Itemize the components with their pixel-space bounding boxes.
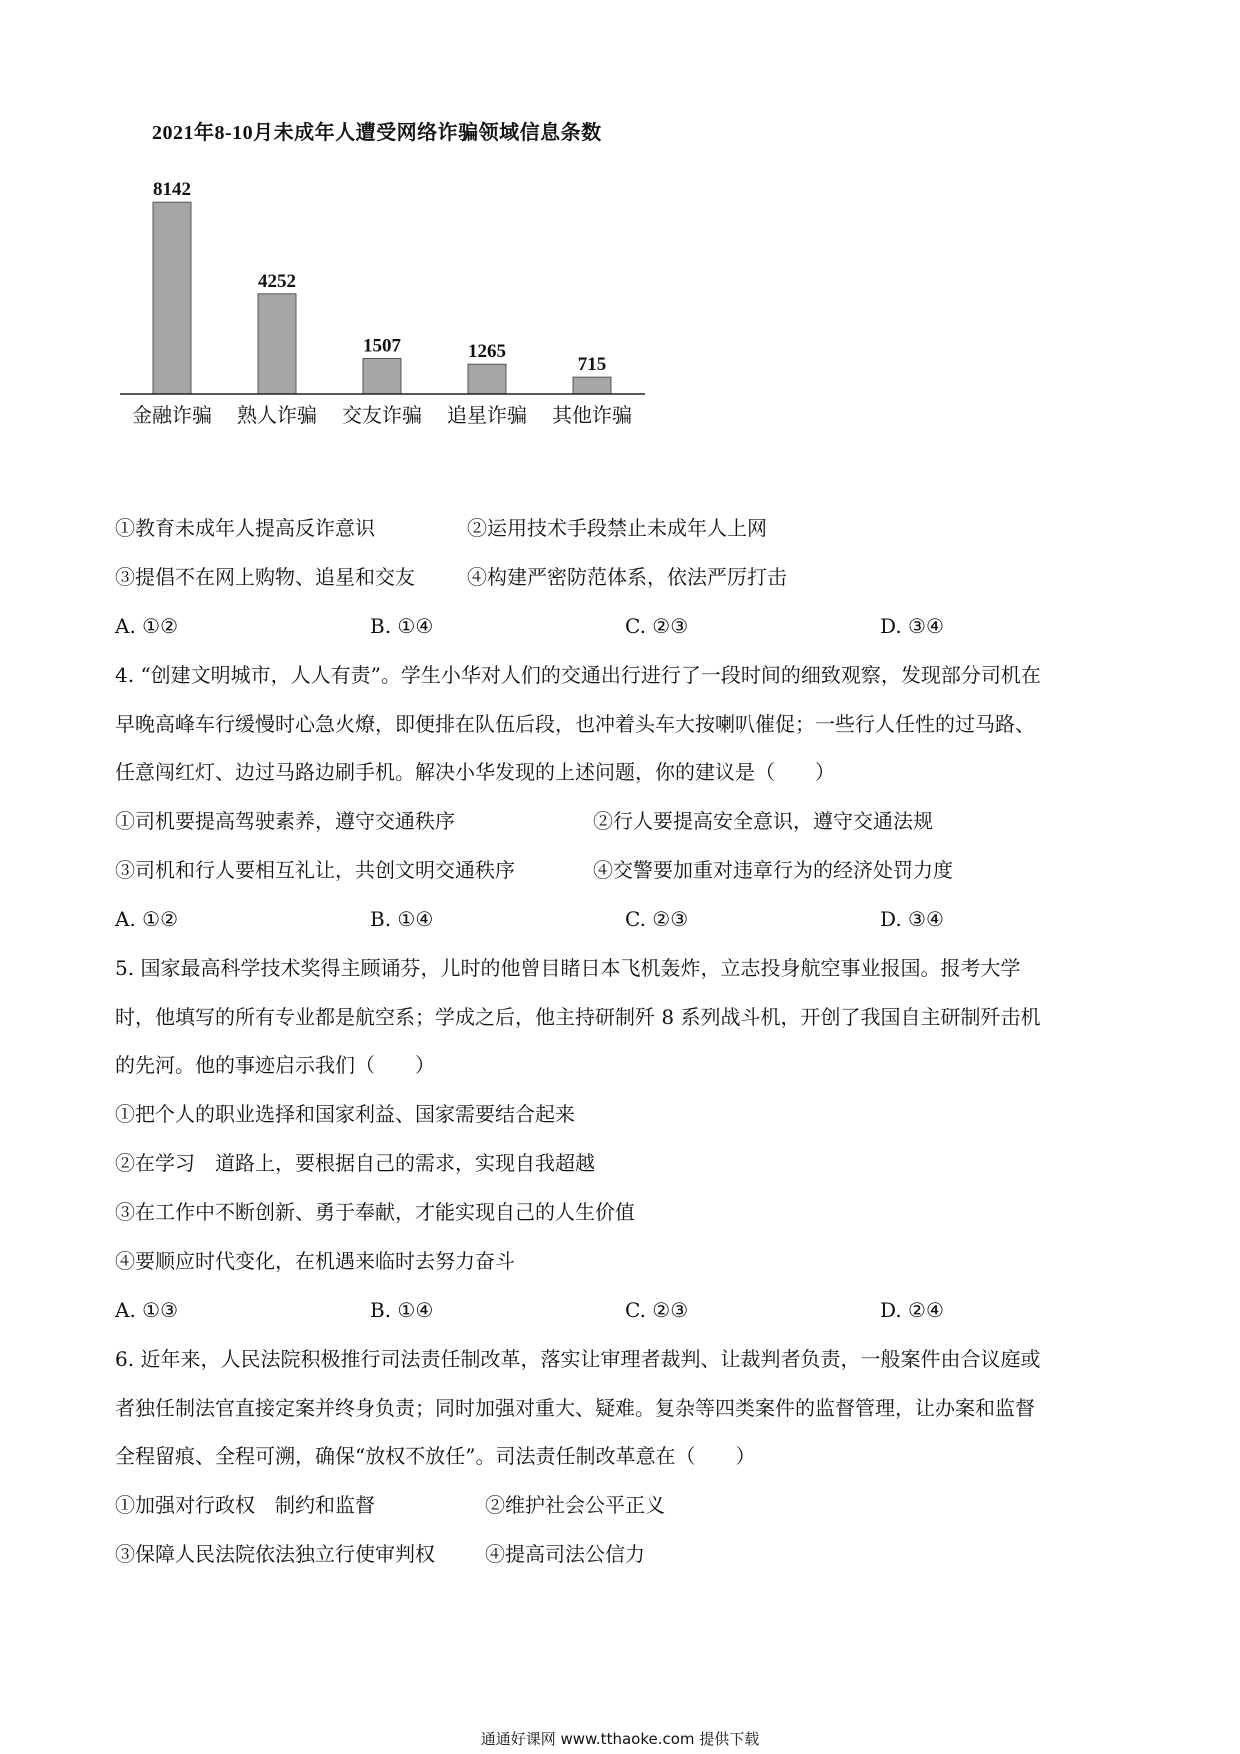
q4-choice-b[interactable]: B. ①④ — [370, 907, 434, 931]
q3-statement-1: ①教育未成年人提高反诈意识 — [115, 516, 375, 540]
q4-statement-2: ②行人要提高安全意识，遵守交通法规 — [593, 809, 933, 833]
q4-statement-row-1 — [115, 807, 1180, 835]
q4-statement-3: ③司机和行人要相互礼让，共创文明交通秩序 — [115, 858, 515, 882]
download-footer: 通通好课网 www.tthaoke.com 提供下载 — [480, 1730, 760, 1748]
q6-stem-line-1: 6. 近年来，人民法院积极推行司法责任制改革，落实让审理者裁判、让裁判者负责，一般案件由合议庭或 — [115, 1347, 1041, 1371]
q6-statement-row-1 — [115, 1491, 1180, 1519]
q5-stem-line-1: 5. 国家最高科学技术奖得主顾诵芬，儿时的他曾目睹日本飞机轰炸，立志投身航空事业报国。报考大学 — [115, 956, 1021, 980]
q6-statement-row-2 — [115, 1540, 1180, 1568]
category-label-2: 交友诈骗 — [342, 405, 422, 427]
category-label-4: 其他诈骗 — [552, 405, 632, 427]
q5-choice-c[interactable]: C. ②③ — [625, 1298, 689, 1322]
bar-value-label-4: 715 — [577, 354, 607, 376]
q4-choice-c[interactable]: C. ②③ — [625, 907, 689, 931]
q4-statement-1: ①司机要提高驾驶素养，遵守交通秩序 — [115, 809, 455, 833]
category-label-3: 追星诈骗 — [447, 405, 527, 427]
bar-3 — [468, 364, 506, 394]
q3-choice-d[interactable]: D. ③④ — [880, 614, 944, 638]
q5-statement-4: ④要顺应时代变化，在机遇来临时去努力奋斗 — [115, 1249, 515, 1273]
q4-choice-a[interactable]: A. ①② — [115, 907, 179, 931]
bar-2 — [363, 359, 401, 394]
q5-choice-d[interactable]: D. ②④ — [880, 1298, 944, 1322]
q6-stem-line-2: 者独任制法官直接定案并终身负责；同时加强对重大、疑难。复杂等四类案件的监督管理，让办案和监督 — [115, 1396, 1035, 1420]
q5-choice-a[interactable]: A. ①③ — [115, 1298, 179, 1322]
q5-statement-3: ③在工作中不断创新、勇于奉献，才能实现自己的人生价值 — [115, 1200, 635, 1224]
chart-title: 2021年8-10月未成年人遭受网络诈骗领域信息条数 — [152, 122, 602, 144]
q4-statement-4: ④交警要加重对违章行为的经济处罚力度 — [593, 858, 953, 882]
bar-value-label-1: 4252 — [258, 270, 296, 292]
q5-statement-2: ②在学习 道路上，要根据自己的需求，实现自我超越 — [115, 1151, 595, 1175]
q6-statement-1: ①加强对行政权 制约和监督 — [115, 1493, 375, 1517]
q3-statement-3: ③提倡不在网上购物、追星和交友 — [115, 565, 415, 589]
bar-chart — [110, 168, 670, 438]
q3-choice-c[interactable]: C. ②③ — [625, 614, 689, 638]
q6-statement-4: ④提高司法公信力 — [485, 1542, 645, 1566]
q5-statement-1: ①把个人的职业选择和国家利益、国家需要结合起来 — [115, 1102, 575, 1126]
q6-statement-2: ②维护社会公平正义 — [485, 1493, 665, 1517]
q4-stem-line-1: 4. “创建文明城市，人人有责”。学生小华对人们的交通出行进行了一段时间的细致观察，发现部分司机在 — [115, 663, 1041, 687]
bar-value-label-3: 1265 — [468, 341, 506, 363]
category-label-1: 熟人诈骗 — [237, 405, 317, 427]
q4-stem-line-2: 早晚高峰车行缓慢时心急火燎，即便排在队伍后段，也冲着头车大按喇叭催促；一些行人任性的过马路、 — [115, 712, 1035, 736]
q3-statement-row-2 — [115, 563, 1180, 591]
q4-stem-line-3: 任意闯红灯、边过马路边刷手机。解决小华发现的上述问题，你的建议是（ ） — [115, 760, 835, 784]
bar-0 — [153, 202, 191, 394]
bar-4 — [573, 377, 611, 394]
q3-statement-4: ④构建严密防范体系，依法严厉打击 — [467, 565, 787, 589]
q6-stem-line-3: 全程留痕、全程可溯，确保“放权不放任”。司法责任制改革意在（ ） — [115, 1444, 756, 1468]
bar-1 — [258, 294, 296, 394]
q3-choice-b[interactable]: B. ①④ — [370, 614, 434, 638]
q3-statement-row-1 — [115, 514, 1180, 542]
q5-stem-line-2: 时，他填写的所有专业都是航空系；学成之后，他主持研制歼 8 系列战斗机，开创了我国自主研制歼击机 — [115, 1005, 1041, 1029]
q6-statement-3: ③保障人民法院依法独立行使审判权 — [115, 1542, 435, 1566]
q4-statement-row-2 — [115, 856, 1180, 884]
q3-choice-a[interactable]: A. ①② — [115, 614, 179, 638]
q4-choice-d[interactable]: D. ③④ — [880, 907, 944, 931]
q5-stem-line-3: 的先河。他的事迹启示我们（ ） — [115, 1053, 435, 1077]
bar-value-label-2: 1507 — [363, 335, 401, 357]
category-label-0: 金融诈骗 — [132, 405, 212, 427]
q3-statement-2: ②运用技术手段禁止未成年人上网 — [467, 516, 767, 540]
bar-value-label-0: 8142 — [153, 179, 191, 201]
q5-choice-b[interactable]: B. ①④ — [370, 1298, 434, 1322]
